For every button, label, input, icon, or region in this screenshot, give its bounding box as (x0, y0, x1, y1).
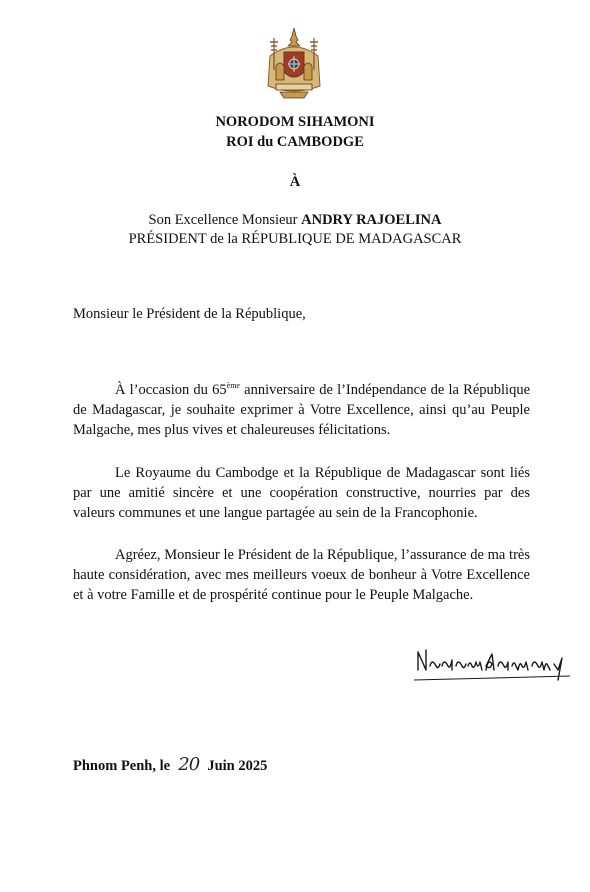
recipient-line-1 (0, 210, 590, 230)
sender-name: NORODOM SIHAMONI (215, 114, 375, 130)
addressee-preposition: À (289, 174, 301, 190)
recipient-name: ANDRY RAJOELINA (301, 212, 442, 228)
paragraph-1-rest: anniversaire de l’Indépendance de la République de Madagascar, je souhaite exprimer à Votre Excellence, ainsi qu’au Peuple Malgache, mes plus vives et chaleureuses félicitations. (73, 382, 531, 438)
paragraph-3: Agréez, Monsieur le Président de la République, l’assurance de ma très haute considération, avec mes meilleurs voeux de bonheur à Votre Excellence et à votre Famille et de prospérité continue pour le Peuple Malgache. (73, 547, 530, 603)
place-and-date-prefix: Phnom Penh, le (73, 758, 171, 774)
month-year: Juin 2025 (207, 758, 268, 774)
recipient-honorific: Son Excellence Monsieur (148, 212, 302, 228)
paragraph-1-start: À l’occasion du 65 (115, 382, 227, 398)
ordinal-suffix: ème (226, 381, 240, 391)
sender-title: ROI du CAMBODGE (226, 134, 364, 150)
handwritten-signature-icon (412, 640, 572, 688)
handwritten-day: 20 (178, 754, 200, 775)
paragraph-2: Le Royaume du Cambodge et la République de Madagascar sont liés par une amitié sincère et une coopération constructive, nourries par des valeurs communes et une langue partagée au sein de la Francophonie. (73, 465, 530, 521)
paragraph-1 (73, 380, 530, 440)
date-line (73, 754, 267, 775)
recipient-line-2: PRÉSIDENT de la RÉPUBLIQUE DE MADAGASCAR (128, 231, 462, 247)
salutation: Monsieur le Président de la République, (73, 306, 306, 322)
royal-coat-of-arms-icon (262, 26, 326, 100)
